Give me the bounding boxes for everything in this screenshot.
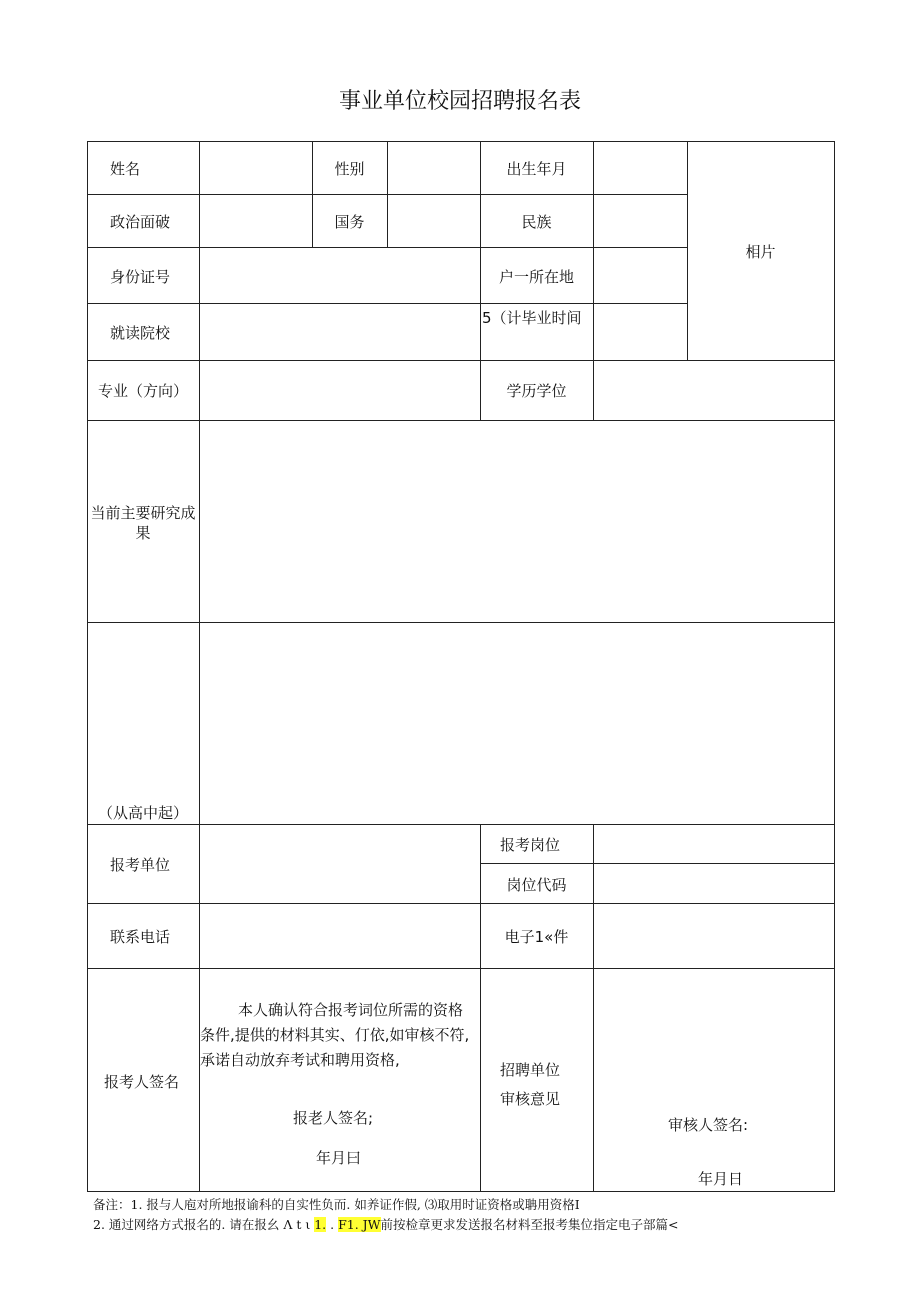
form-title: 事业单位校园招聘报名表 (338, 89, 581, 114)
review-date: 年月日 (698, 1170, 744, 1188)
label-hukou: 户一所在地 (498, 268, 574, 286)
label-post-code: 岗位代码 (506, 876, 567, 894)
declaration-line2: 条件,提供的材料其实、仃依,如审核不符, (200, 1026, 470, 1044)
table-border-left (87, 141, 88, 1192)
label-review (480, 1056, 580, 1114)
label-photo: 相片 (745, 243, 776, 261)
col-line (593, 824, 594, 1192)
label-phone: 联系电话 (110, 928, 171, 946)
label-applicant-sign: 报考人签名 (104, 1073, 180, 1091)
label-review-line1: 招聘单位 (499, 1061, 560, 1079)
applicant-date: 年月曰 (316, 1149, 362, 1167)
label-birth: 出生年月 (506, 160, 567, 178)
label-apply-post: 报考岗位 (499, 836, 560, 854)
note-highlight-3: JW (358, 1217, 381, 1232)
label-gender: 性别 (334, 160, 365, 178)
label-major: 专业（方向） (97, 382, 188, 400)
label-email: 电子1«件 (504, 928, 569, 946)
label-degree: 学历学位 (506, 382, 567, 400)
label-history: （从高中起） (97, 804, 188, 822)
label-political: 政治面破 (110, 213, 171, 231)
note-line2-c: 前按检章更求发送报名材料至报考集位指定电子部篇< (380, 1217, 679, 1232)
label-research-line1: 当前主要研究成 (90, 504, 196, 522)
note-line2 (93, 1215, 679, 1233)
label-apply-unit: 报考单位 (110, 856, 171, 874)
label-id-number: 身份证号 (110, 268, 171, 286)
reviewer-signature: 审核人签名: (668, 1116, 749, 1134)
label-school: 就读院校 (110, 324, 171, 342)
label-nationality: 国务 (334, 213, 365, 231)
row-line (480, 863, 835, 864)
note-line2-a: 2. 通过网络方式报名的. 请在报幺 Λ t ι (93, 1217, 315, 1232)
label-ethnicity: 民族 (521, 213, 552, 231)
declaration-line1: 本人确认符合报考词位所需的资格 (238, 1001, 464, 1019)
note-line1: 备注：1. 报与人庖对所地报谕科的自实性负而. 如养证作假, ⑶取用时证资格或聃用资格I (93, 1197, 580, 1212)
label-name: 姓名 (110, 160, 141, 178)
col-line (593, 141, 594, 420)
declaration-line3: 承诺自动放弃考试和聘用资格, (200, 1051, 400, 1069)
label-research (87, 503, 199, 543)
label-research-line2: 果 (135, 524, 151, 542)
row-line (87, 303, 688, 304)
col-line (387, 141, 388, 248)
label-grad-time: 5（计毕业时间 (482, 309, 582, 327)
applicant-signature: 报老人签名; (293, 1109, 374, 1127)
label-review-line2: 审核意见 (499, 1090, 560, 1108)
note-highlight-2: F1. (338, 1217, 359, 1232)
note-line2-b: . (326, 1217, 339, 1232)
note-highlight-1: 1. (314, 1217, 327, 1232)
declaration (200, 998, 480, 1073)
table-border-right (834, 141, 835, 1192)
